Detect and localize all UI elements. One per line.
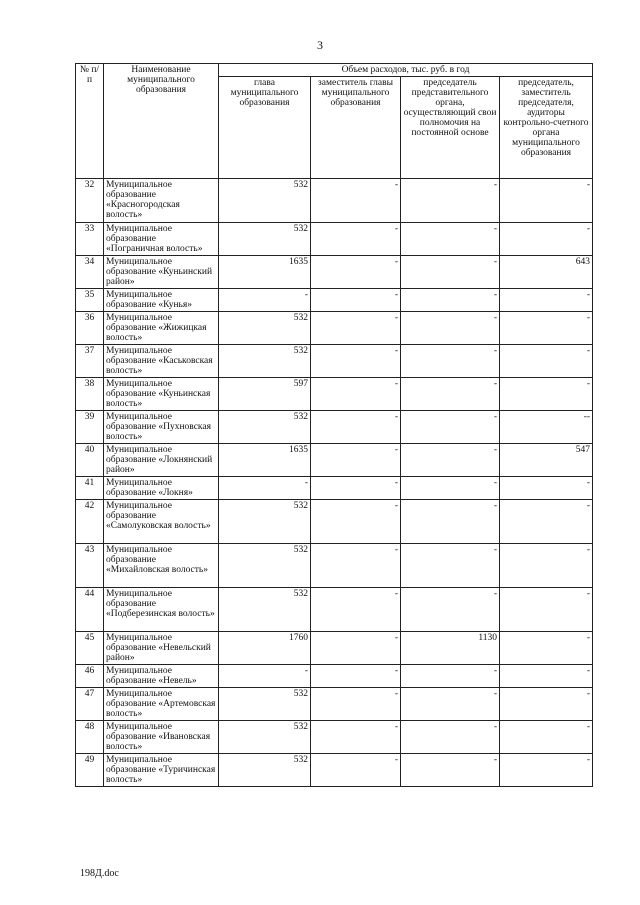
row-name: Муниципальное образование «Локнянский район» — [104, 444, 219, 477]
row-value: - — [311, 289, 401, 312]
row-value: - — [401, 179, 500, 223]
table-row — [76, 444, 593, 477]
row-name: Муниципальное образование «Кунья» — [104, 289, 219, 312]
row-value: - — [401, 411, 500, 444]
table-row — [76, 289, 593, 312]
table-row — [76, 477, 593, 500]
row-number: 40 — [76, 444, 104, 477]
row-value: 532 — [219, 223, 311, 256]
row-name: Муниципальное образование «Туричинская волость» — [104, 754, 219, 787]
row-name: Муниципальное образование «Самолуковская волость» — [104, 500, 219, 544]
row-value: - — [311, 754, 401, 787]
row-value: - — [500, 665, 593, 688]
table-row — [76, 665, 593, 688]
table-row — [76, 754, 593, 787]
header-name: Наименование муниципального образования — [104, 64, 219, 179]
row-value: - — [500, 312, 593, 345]
row-value: - — [311, 223, 401, 256]
row-value: - — [401, 477, 500, 500]
row-name: Муниципальное образование «Ивановская волость» — [104, 721, 219, 754]
row-value: - — [401, 500, 500, 544]
table-row — [76, 588, 593, 632]
row-value: - — [311, 721, 401, 754]
row-value: - — [311, 256, 401, 289]
row-value: - — [311, 688, 401, 721]
row-name: Муниципальное образование «Михайловская волость» — [104, 544, 219, 588]
table-row — [76, 544, 593, 588]
table-row — [76, 632, 593, 665]
row-value: 1635 — [219, 444, 311, 477]
table-row — [76, 500, 593, 544]
row-value: 532 — [219, 544, 311, 588]
row-value: - — [401, 444, 500, 477]
header-head: глава муниципального образования — [219, 77, 311, 179]
row-value: - — [311, 378, 401, 411]
row-number: 34 — [76, 256, 104, 289]
row-value: - — [500, 500, 593, 544]
row-value: - — [500, 378, 593, 411]
row-value: - — [401, 289, 500, 312]
row-name: Муниципальное образование «Невельский район» — [104, 632, 219, 665]
row-value: - — [311, 544, 401, 588]
row-number: 49 — [76, 754, 104, 787]
row-value: 532 — [219, 754, 311, 787]
row-value: 532 — [219, 345, 311, 378]
row-number: 46 — [76, 665, 104, 688]
header-representative-chair: председатель представительного органа, осуществляющий свои полномочия на постоянной основе — [401, 77, 500, 179]
row-value: - — [401, 223, 500, 256]
table-row — [76, 223, 593, 256]
row-number: 37 — [76, 345, 104, 378]
header-expense-group: Объем расходов, тыс. руб. в год — [219, 64, 593, 77]
row-value: - — [311, 588, 401, 632]
row-number: 39 — [76, 411, 104, 444]
row-value: - — [500, 721, 593, 754]
row-value: 532 — [219, 500, 311, 544]
table-row — [76, 312, 593, 345]
row-value: 532 — [219, 179, 311, 223]
header-number: № п/п — [76, 64, 104, 179]
table-row — [76, 411, 593, 444]
row-name: Муниципальное образование «Невель» — [104, 665, 219, 688]
row-value: - — [401, 721, 500, 754]
row-value: - — [401, 544, 500, 588]
header-audit-chair: председатель, заместитель председателя, аудиторы контрольно-счетного органа муниципального образования — [500, 77, 593, 179]
row-number: 48 — [76, 721, 104, 754]
table-row — [76, 256, 593, 289]
footer-filename: 198Д.doc — [80, 868, 119, 879]
table-row — [76, 378, 593, 411]
row-value: 532 — [219, 588, 311, 632]
row-value: - — [311, 665, 401, 688]
row-number: 36 — [76, 312, 104, 345]
row-number: 38 — [76, 378, 104, 411]
row-name: Муниципальное образование «Локня» — [104, 477, 219, 500]
row-value: 532 — [219, 688, 311, 721]
row-value: - — [311, 411, 401, 444]
row-value: 547 — [500, 444, 593, 477]
row-value: - — [500, 179, 593, 223]
row-value: - — [219, 477, 311, 500]
row-name: Муниципальное образование «Артемовская волость» — [104, 688, 219, 721]
row-value: 532 — [219, 411, 311, 444]
row-value: - — [311, 477, 401, 500]
row-name: Муниципальное образование «Красногородская волость» — [104, 179, 219, 223]
row-number: 33 — [76, 223, 104, 256]
header-deputy-head: заместитель главы муниципального образования — [311, 77, 401, 179]
table-row — [76, 179, 593, 223]
row-value: - — [500, 345, 593, 378]
row-value: - — [401, 256, 500, 289]
row-value: - — [500, 754, 593, 787]
table-header-row — [76, 64, 593, 77]
row-value: - — [311, 444, 401, 477]
row-value: 597 — [219, 378, 311, 411]
page-number: 3 — [317, 38, 323, 52]
row-name: Муниципальное образование «Пухновская волость» — [104, 411, 219, 444]
row-value: - — [401, 688, 500, 721]
row-value: 532 — [219, 312, 311, 345]
row-name: Муниципальное образование «Жижицкая волость» — [104, 312, 219, 345]
row-name: Муниципальное образование «Каськовская волость» — [104, 345, 219, 378]
row-value: 1760 — [219, 632, 311, 665]
row-value: - — [401, 345, 500, 378]
row-number: 42 — [76, 500, 104, 544]
row-value: 1130 — [401, 632, 500, 665]
row-name: Муниципальное образование «Подберезинская волость» — [104, 588, 219, 632]
row-number: 41 — [76, 477, 104, 500]
row-number: 32 — [76, 179, 104, 223]
row-value: -- — [500, 411, 593, 444]
row-value: - — [219, 665, 311, 688]
row-value: 1635 — [219, 256, 311, 289]
expenditure-table — [75, 63, 593, 787]
row-number: 47 — [76, 688, 104, 721]
row-value: - — [311, 179, 401, 223]
table-row — [76, 688, 593, 721]
row-value: - — [311, 500, 401, 544]
row-name: Муниципальное образование «Пограничная волость» — [104, 223, 219, 256]
row-value: - — [500, 477, 593, 500]
row-value: - — [401, 665, 500, 688]
row-number: 43 — [76, 544, 104, 588]
row-value: - — [500, 632, 593, 665]
row-number: 45 — [76, 632, 104, 665]
row-number: 35 — [76, 289, 104, 312]
row-value: - — [500, 544, 593, 588]
table-row — [76, 721, 593, 754]
row-value: 643 — [500, 256, 593, 289]
row-value: - — [500, 688, 593, 721]
row-value: - — [500, 223, 593, 256]
row-value: - — [311, 632, 401, 665]
row-value: - — [500, 588, 593, 632]
row-value: - — [500, 289, 593, 312]
row-value: - — [311, 312, 401, 345]
row-value: - — [401, 588, 500, 632]
row-value: - — [219, 289, 311, 312]
row-name: Муниципальное образование «Куньинская волость» — [104, 378, 219, 411]
row-value: - — [311, 345, 401, 378]
row-value: - — [401, 754, 500, 787]
row-value: - — [401, 378, 500, 411]
row-number: 44 — [76, 588, 104, 632]
table-body — [76, 179, 593, 787]
row-value: - — [401, 312, 500, 345]
table-row — [76, 345, 593, 378]
row-value: 532 — [219, 721, 311, 754]
row-name: Муниципальное образование «Куньинский район» — [104, 256, 219, 289]
